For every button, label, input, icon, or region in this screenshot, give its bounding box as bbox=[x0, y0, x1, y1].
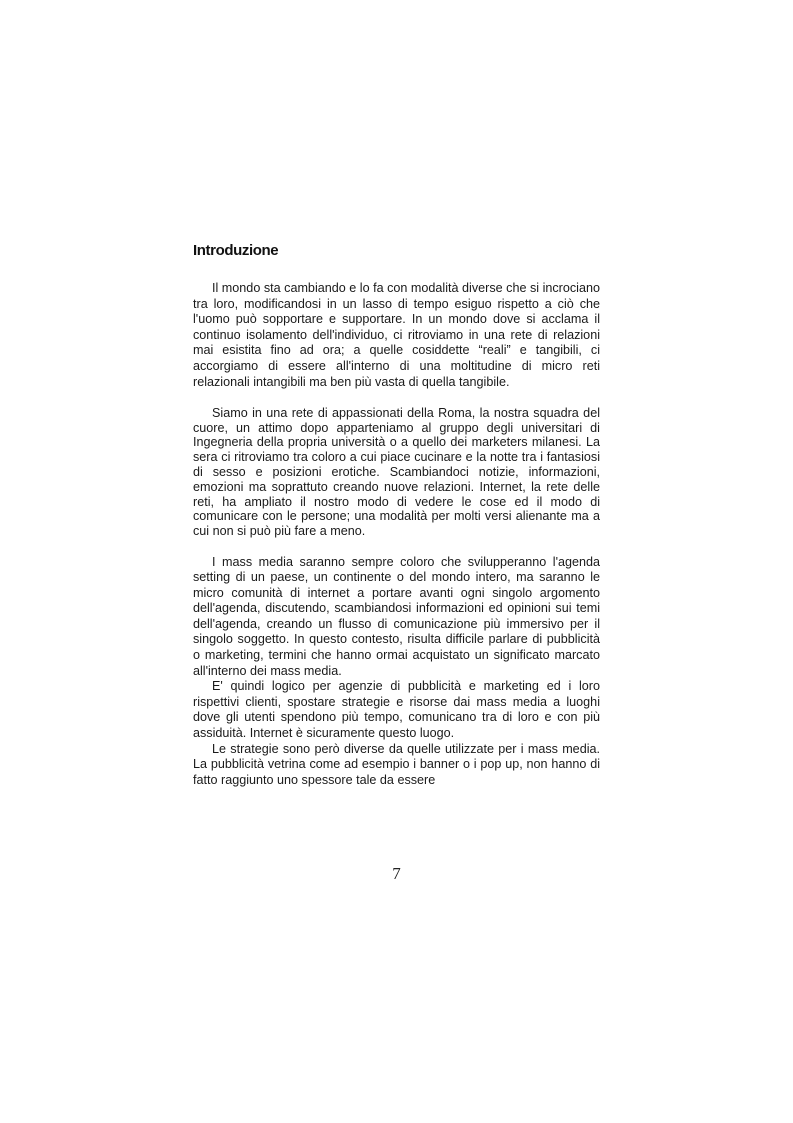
paragraph-1: Il mondo sta cambiando e lo fa con modalità diverse che si incrociano tra loro, modificandosi in un lasso di tempo esiguo rispetto a ciò che l'uomo può sopportare e supportare. In un mondo dove si acclama il continuo isolamento dell'individuo, ci ritroviamo in una rete di relazioni mai esistita fino ad ora; a quelle cosiddette “reali” e tangibili, ci accorgiamo di essere all'interno di una moltitudine di micro reti relazionali intangibili ma ben più vasta di quella tangibile. bbox=[193, 281, 600, 389]
paragraph-4: E' quindi logico per agenzie di pubblicità e marketing ed i loro rispettivi clienti, spostare strategie e risorse dai mass media a luoghi dove gli utenti spendono più tempo, comunicano tra di loro e con più assiduità. Internet è sicuramente questo luogo. bbox=[193, 679, 600, 741]
page-number: 7 bbox=[392, 864, 401, 883]
section-heading: Introduzione bbox=[193, 242, 279, 259]
paragraph-5: Le strategie sono però diverse da quelle utilizzate per i mass media. La pubblicità vetrina come ad esempio i banner o i pop up, non hanno di fatto raggiunto uno spessore tale da essere bbox=[193, 741, 600, 787]
paragraph-3: I mass media saranno sempre coloro che svilupperanno l'agenda setting di un paese, un continente o del mondo intero, ma saranno le micro comunità di internet a portare avanti ogni singolo argomento dell'agenda, discutendo, scambiandosi informazioni ed opinioni sui temi dell'agenda, creando un flusso di comunicazione più immersivo per il singolo soggetto. In questo contesto, risulta difficile parlare di pubblicità o marketing, termini che hanno ormai acquistato un significato marcato all'interno dei mass media. bbox=[193, 554, 600, 678]
page-body bbox=[193, 241, 600, 788]
paragraph-2: Siamo in una rete di appassionati della Roma, la nostra squadra del cuore, un attimo dopo apparteniamo al gruppo degli universitari di Ingegneria della propria università o a quello dei marketers milanesi. La sera ci ritroviamo tra coloro a cui piace cucinare e la notte tra i fantasiosi di sesso e posizioni erotiche. Scambiandoci notizie, informazioni, emozioni ma soprattuto creando nuove relazioni. Internet, la rete delle reti, ha ampliato il nostro modo di vedere le cose ed il modo di comunicare con le persone; una modalità per molti versi alienante ma a cui non si può più fare a meno. bbox=[193, 405, 600, 539]
